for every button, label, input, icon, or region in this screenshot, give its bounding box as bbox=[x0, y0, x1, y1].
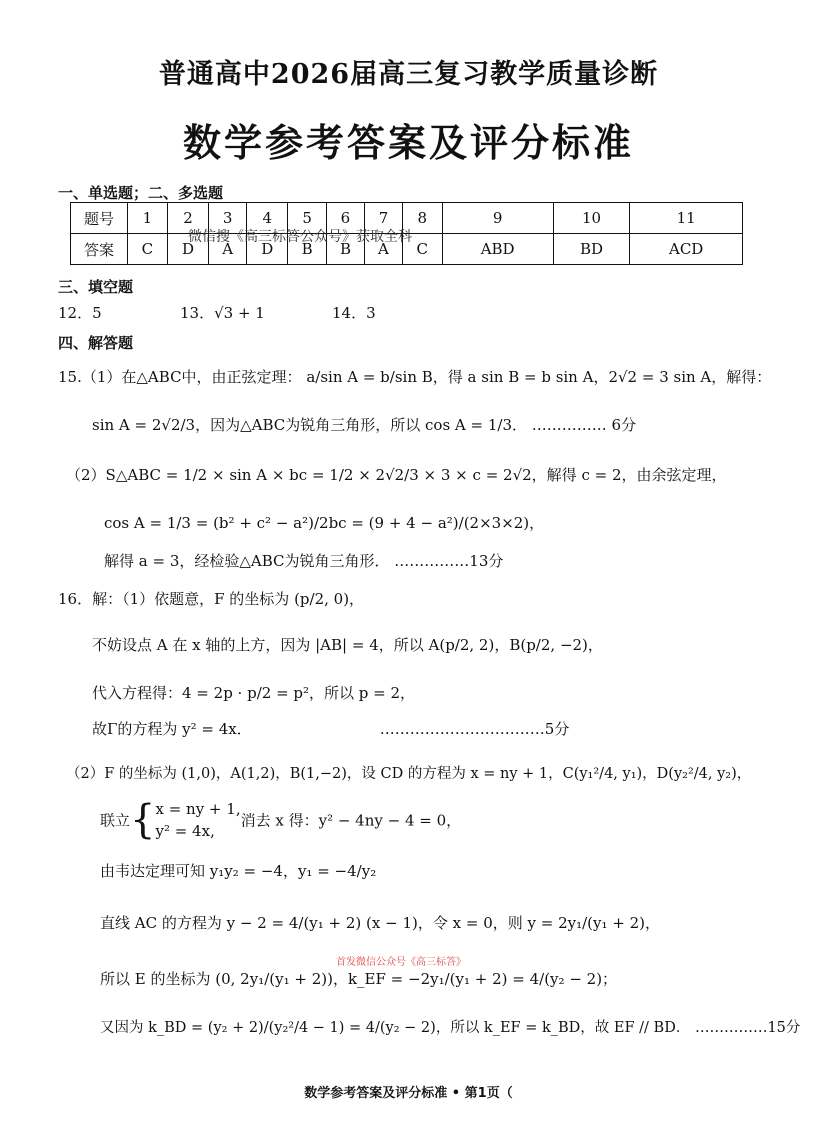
q15-line1 bbox=[58, 366, 771, 387]
q16-line6-rest: 消去 x 得：y² − 4ny − 4 = 0， bbox=[240, 811, 462, 830]
q13-value: √3 + 1 bbox=[214, 304, 265, 322]
answer-cell: B bbox=[326, 234, 364, 265]
q13-label: 13． bbox=[180, 304, 215, 322]
q16-line1: 16．解：（1）依题意，F 的坐标为 (p/2, 0)， bbox=[58, 590, 365, 608]
question-number: 3 bbox=[209, 203, 247, 234]
answer-cell: D bbox=[167, 234, 209, 265]
q15-line1-lead: 15.（1）在△ABC中，由正弦定理： bbox=[58, 368, 302, 386]
question-number: 2 bbox=[167, 203, 209, 234]
answer-q14: 14．3 bbox=[332, 304, 376, 322]
q16-line4-text: 故Γ的方程为 y² = 4x． bbox=[92, 720, 252, 738]
answer-cell: C bbox=[128, 234, 168, 265]
score-6: …………… 6分 bbox=[531, 416, 637, 434]
answer-cell: ABD bbox=[442, 234, 553, 265]
q15-line5 bbox=[104, 550, 503, 571]
q16-line8: 直线 AC 的方程为 y − 2 = 4/(y₁ + 2) (x − 1)，令 x = 0，则 y = 2y₁/(y₁ + 2)， bbox=[100, 914, 661, 932]
document-subtitle: 数学参考答案及评分标准 bbox=[182, 120, 634, 165]
answer-cell: A bbox=[209, 234, 247, 265]
score-13: ……………13分 bbox=[394, 552, 504, 570]
question-number: 11 bbox=[630, 203, 743, 234]
q16-line3: 代入方程得：4 = 2p · p/2 = p²，所以 p = 2， bbox=[92, 684, 416, 702]
system-eq2: y² = 4x, bbox=[155, 822, 215, 840]
question-number: 7 bbox=[365, 203, 403, 234]
answer-q12: 12．5 bbox=[58, 304, 102, 322]
q16-line2: 不妨设点 A 在 x 轴的上方，因为 |AB| = 4，所以 A(p/2, 2)，B(p/2, −2)， bbox=[92, 636, 603, 654]
answer-cell: C bbox=[402, 234, 442, 265]
question-number: 9 bbox=[442, 203, 553, 234]
q16-line6-lead: 联立 bbox=[100, 811, 131, 830]
equation-system bbox=[155, 798, 240, 842]
q16-line10 bbox=[100, 1016, 800, 1037]
q16-line10-text: 又因为 k_BD = (y₂ + 2)/(y₂²/4 − 1) = 4/(y₂ − 2)，所以 k_EF = k_BD，故 EF // BD． bbox=[100, 1020, 691, 1036]
section-heading-solve: 四、解答题 bbox=[58, 334, 134, 352]
q15-line2-text: sin A = 2√2/3，因为△ABC为锐角三角形，所以 cos A = 1/3． bbox=[92, 416, 527, 434]
answer-q13 bbox=[180, 302, 265, 323]
score-15: ……………15分 bbox=[694, 1020, 801, 1036]
q16-line4 bbox=[92, 718, 569, 739]
q16-line5: （2）F 的坐标为 (1,0)，A(1,2)，B(1,−2)，设 CD 的方程为 x = ny + 1，C(y₁²/4, y₁)，D(y₂²/4, y₂)， bbox=[66, 766, 752, 782]
score-5: ……………………………5分 bbox=[379, 720, 570, 738]
document-title: 普通高中2026届高三复习教学质量诊断 bbox=[158, 59, 659, 90]
answer-cell: D bbox=[246, 234, 288, 265]
question-number: 8 bbox=[402, 203, 442, 234]
section-heading-choice: 一、单选题；二、多选题 bbox=[58, 184, 224, 202]
answer-cell: A bbox=[365, 234, 403, 265]
question-number: 6 bbox=[326, 203, 364, 234]
q16-line7: 由韦达定理可知 y₁y₂ = −4，y₁ = −4/y₂ bbox=[100, 862, 377, 880]
answer-cell: B bbox=[288, 234, 326, 265]
brace-symbol: { bbox=[130, 797, 156, 843]
question-number: 5 bbox=[288, 203, 326, 234]
page-footer: 数学参考答案及评分标准 • 第1页（ bbox=[304, 1086, 513, 1101]
watermark-top: 微信搜《高三标答公众号》获取全科 bbox=[188, 229, 412, 245]
question-number: 4 bbox=[246, 203, 288, 234]
q15-line3: （2）S△ABC = 1/2 × sin A × bc = 1/2 × 2√2/3 × 3 × c = 2√2，解得 c = 2，由余弦定理， bbox=[66, 466, 727, 484]
question-number: 10 bbox=[553, 203, 630, 234]
q15-line2 bbox=[92, 414, 636, 435]
q15-line1-rest: a/sin A = b/sin B，得 a sin B = b sin A，2√2 = 3 sin A，解得： bbox=[306, 368, 772, 386]
answer-cell: BD bbox=[553, 234, 630, 265]
q16-line6 bbox=[100, 798, 461, 842]
section-heading-fill: 三、填空题 bbox=[58, 278, 134, 296]
q15-line4: cos A = 1/3 = (b² + c² − a²)/2bc = (9 + 4 − a²)/(2×3×2)， bbox=[104, 514, 545, 532]
question-number: 1 bbox=[128, 203, 168, 234]
watermark-inline: 首发微信公众号《高三标答》 bbox=[336, 957, 466, 968]
row-label-answer: 答案 bbox=[71, 234, 128, 265]
q15-line5-text: 解得 a = 3，经检验△ABC为锐角三角形． bbox=[104, 552, 390, 570]
answer-cell: ACD bbox=[630, 234, 743, 265]
system-eq1: x = ny + 1, bbox=[155, 800, 241, 818]
row-label-number: 题号 bbox=[71, 203, 128, 234]
q16-line9: 所以 E 的坐标为 (0, 2y₁/(y₁ + 2))，k_EF = −2y₁/(y₁ + 2) = 4/(y₂ − 2)； bbox=[100, 970, 618, 988]
